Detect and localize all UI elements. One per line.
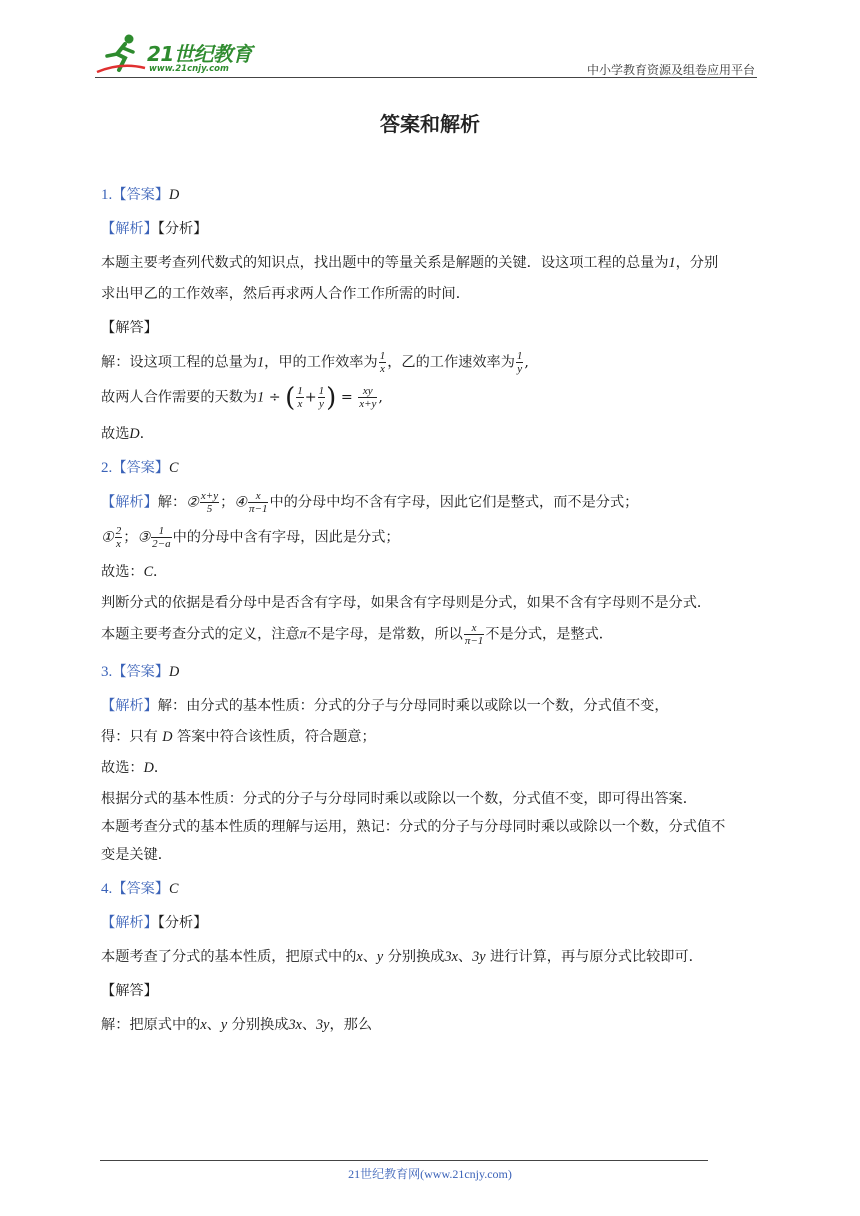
fraction: $\frac{1}{x}$ — [297, 385, 303, 410]
logo-text: 21世纪教育 — [147, 42, 252, 66]
fraction: $\frac{x}{\pi-1}$ — [464, 622, 484, 647]
q2-analysis-line-3: 故选：C． — [101, 564, 168, 580]
fraction: $\frac{x+y}{5}$ — [200, 490, 219, 515]
q3-analysis-line-4: 根据分式的基本性质：分式的分子与分母同时乘以或除以一个数，分式值不变，即可得出答案． — [101, 791, 697, 807]
q1-analysis-tags: 【解析】【分析】 — [101, 221, 208, 237]
q3-analysis-line-1: 【解析】解：由分式的基本性质：分式的分子与分母同时乘以或除以一个数，分式值不变， — [101, 698, 669, 714]
page-header — [95, 30, 757, 80]
q1-analysis-text-2: 求出甲乙的工作效率，然后再求两人合作工作所需的时间． — [101, 286, 470, 302]
q3-analysis-line-5: 本题考查分式的基本性质的理解与运用，熟记：分式的分子与分母同时乘以或除以一个数，分式值不 — [101, 819, 726, 835]
q1-solution-line-1: 解：设这项工程的总量为1，甲的工作效率为 $\frac{1}{x}$ ，乙的工作速效率为 $\frac{1}{y}$ , — [101, 350, 529, 375]
q1-solution-line-2: 故两人合作需要的天数为1 ÷ ( $\frac{1}{x}$ + $\frac{1}{y}$ ) = $\frac{xy}{x+y}$ , — [101, 382, 383, 413]
q2-analysis-line-5: 本题主要考查分式的定义，注意π不是字母，是常数，所以 $\frac{x}{\pi-1}$ 不是分式，是整式． — [101, 622, 613, 647]
fraction: $\frac{xy}{x+y}$ — [359, 385, 377, 410]
fraction: $\frac{1}{y}$ — [318, 385, 325, 410]
fraction: $\frac{1}{2-a}$ — [152, 525, 171, 550]
q4-solution-tag: 【解答】 — [101, 983, 158, 999]
q1-answer-line: 1.【答案】D — [101, 187, 180, 203]
page-title: 答案和解析 — [380, 112, 480, 136]
answer-content — [101, 183, 766, 1037]
q3-analysis-line-3: 故选：D． — [101, 760, 169, 776]
q2-answer-line: 2.【答案】C — [101, 460, 179, 476]
q2-analysis-line-4: 判断分式的依据是看分母中是否含有字母，如果含有字母则是分式，如果不含有字母则不是分式． — [101, 595, 712, 611]
q2-analysis-line-1: 【解析】解：② $\frac{x+y}{5}$ ；④ $\frac{x}{\pi-1}$ 中的分母中均不含有字母，因此它们是整式，而不是分式； — [101, 490, 639, 515]
fraction: $\frac{1}{x}$ — [379, 350, 386, 375]
logo-url: www.21cnjy.com — [149, 64, 229, 74]
footer-divider — [100, 1160, 708, 1161]
q4-analysis-line-1: 本题考查了分式的基本性质，把原式中的x、y 分别换成3x、3y 进行计算，再与原分式比较即可． — [101, 949, 703, 965]
runner-logo-icon — [95, 32, 147, 76]
q4-answer-line: 4.【答案】C — [101, 881, 179, 897]
header-divider — [95, 77, 757, 78]
q2-analysis-line-2: ① $\frac{2}{x}$ ；③ $\frac{1}{2-a}$ 中的分母中含有字母，因此是分式； — [101, 525, 400, 550]
site-logo — [95, 32, 265, 76]
q4-analysis-tags: 【解析】【分析】 — [101, 915, 208, 931]
header-platform-name: 中小学教育资源及组卷应用平台 — [586, 63, 755, 77]
fraction: $\frac{1}{y}$ — [516, 350, 523, 375]
q4-solution-line-1: 解：把原式中的x、y 分别换成3x、3y，那么 — [101, 1017, 373, 1033]
q3-analysis-line-6: 变是关键． — [101, 847, 172, 863]
q3-answer-line: 3.【答案】D — [101, 664, 180, 680]
q1-analysis-text-1: 本题主要考查列代数式的知识点，找出题中的等量关系是解题的关键．设这项工程的总量为1，分别 — [101, 255, 719, 271]
q3-analysis-line-2: 得：只有 D 答案中符合该性质，符合题意； — [101, 729, 376, 745]
fraction: $\frac{x}{\pi-1}$ — [249, 490, 268, 515]
footer-link[interactable]: 21世纪教育网(www.21cnjy.com) — [348, 1167, 512, 1181]
fraction: $\frac{2}{x}$ — [115, 525, 122, 550]
q1-solution-tag: 【解答】 — [101, 320, 158, 336]
q1-solution-line-3: 故选D. — [101, 426, 145, 442]
